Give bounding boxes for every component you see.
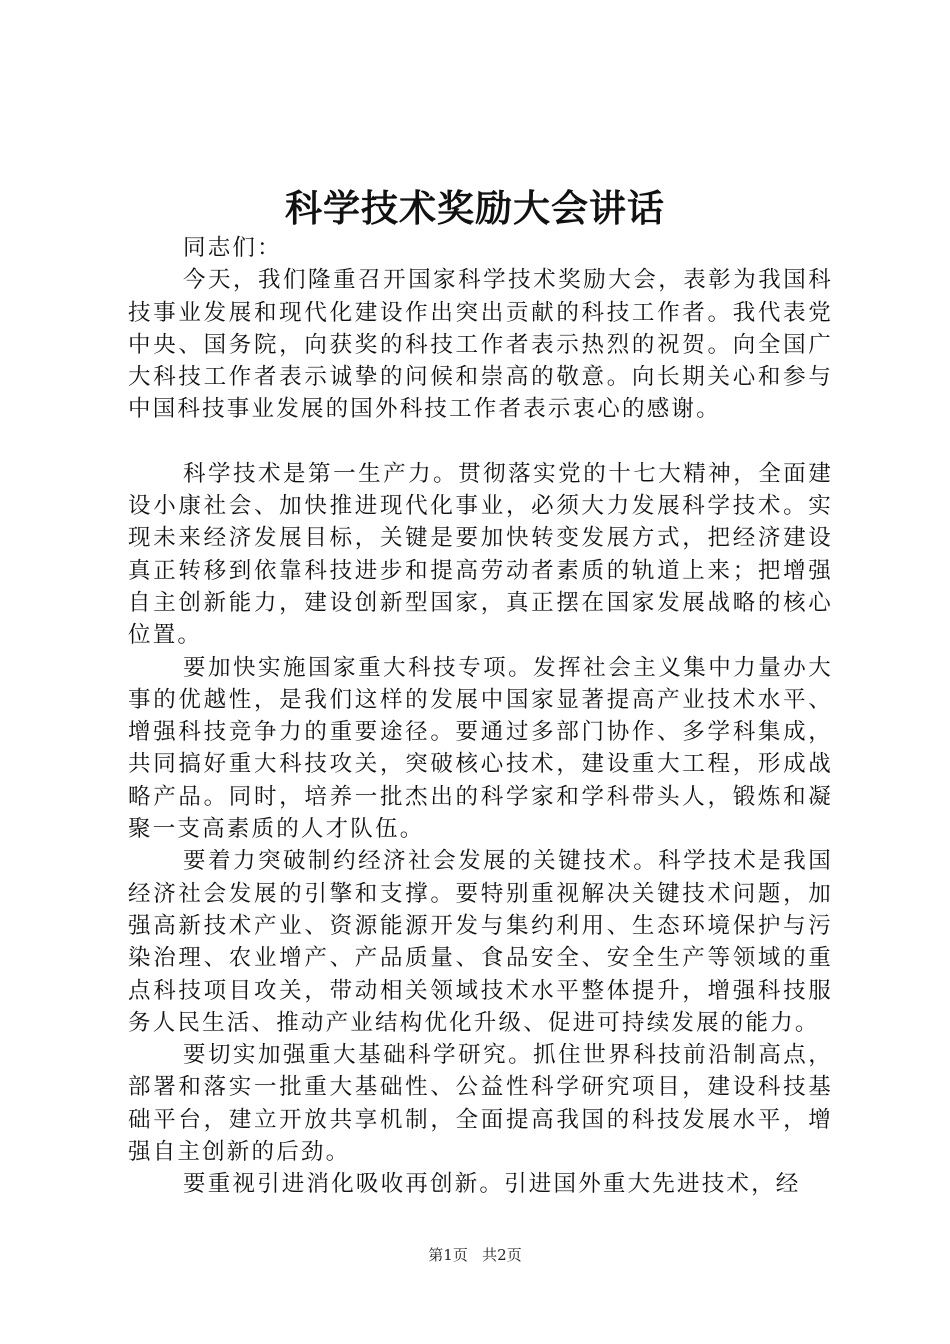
page-number: 第1页 <box>428 1246 468 1264</box>
document-body <box>128 232 833 1201</box>
page-total: 共2页 <box>482 1246 522 1264</box>
paragraph-6: 要重视引进消化吸收再创新。引进国外重大先进技术，经 <box>183 1171 801 1198</box>
paragraph-2: 科学技术是第一生产力。贯彻落实党的十七大精神，全面建设小康社会、加快推进现代化事业，必须大力发展科学技术。实现未来经济发展目标，关键是要加快转变发展方式，把经济建设真正转移到依靠科技进步和提高劳动者素质的轨道上来；把增强自主创新能力，建设创新型国家，真正摆在国家发展战略的核心位置。 <box>128 460 833 649</box>
paragraph-1: 今天，我们隆重召开国家科学技术奖励大会，表彰为我国科技事业发展和现代化建设作出突出贡献的科技工作者。我代表党中央、国务院，向获奖的科技工作者表示热烈的祝贺。向全国广大科技工作者表示诚挚的问候和崇高的敬意。向长期关心和参与中国科技事业发展的国外科技工作者表示衷心的感谢。 <box>128 267 833 423</box>
paragraph-5: 要切实加强重大基础科学研究。抓住世界科技前沿制高点，部署和落实一批重大基础性、公益性科学研究项目，建设科技基础平台，建立开放共享机制，全面提高我国的科技发展水平，增强自主创新的后劲。 <box>128 1042 833 1166</box>
page-footer <box>0 1245 950 1265</box>
paragraph-spacer <box>128 426 833 458</box>
paragraph-4: 要着力突破制约经济社会发展的关键技术。科学技术是我国经济社会发展的引擎和支撑。要特别重视解决关键技术问题，加强高新技术产业、资源能源开发与集约利用、生态环境保护与污染治理、农业增产、产品质量、食品安全、安全生产等领域的重点科技项目攻关，带动相关领域技术水平整体提升，增强科技服务人民生活、推动产业结构优化升级、促进可持续发展的能力。 <box>128 848 833 1036</box>
paragraph-3: 要加快实施国家重大科技专项。发挥社会主义集中力量办大事的优越性，是我们这样的发展中国家显著提高产业技术水平、增强科技竞争力的重要途径。要通过多部门协作、多学科集成，共同搞好重大科技攻关，突破核心技术，建设重大工程，形成战略产品。同时，培养一批杰出的科学家和学科带头人，锻炼和凝聚一支高素质的人才队伍。 <box>128 654 833 843</box>
document-title: 科学技术奖励大会讲话 <box>285 186 665 230</box>
salutation: 同志们： <box>183 235 282 261</box>
